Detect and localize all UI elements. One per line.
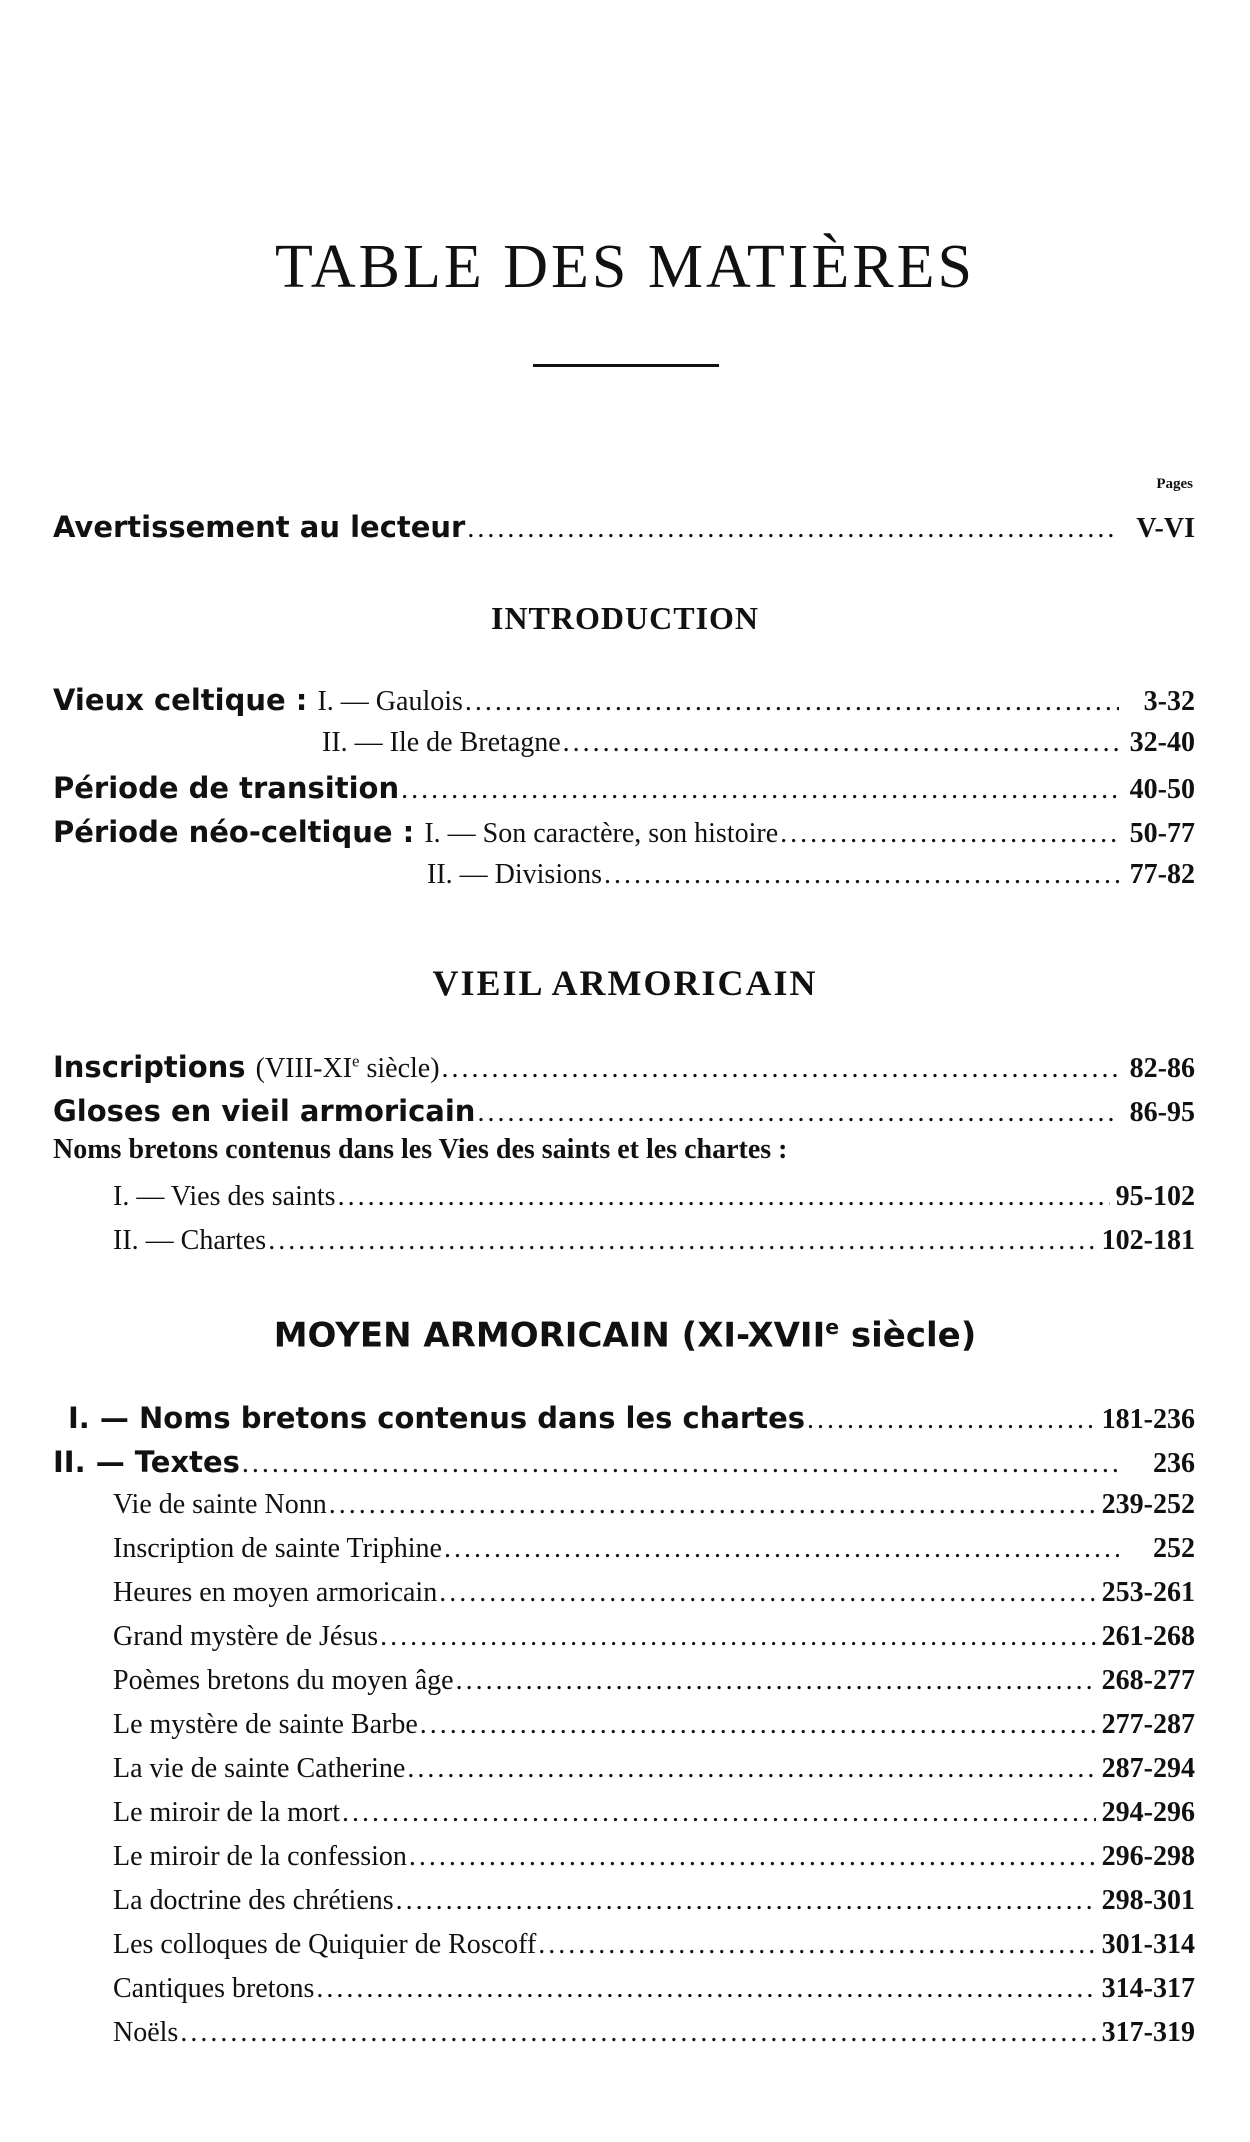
leader-dots: [442, 1053, 1119, 1085]
toc-entry-gloses: [53, 1094, 1195, 1129]
toc-entry: [113, 1533, 1195, 1565]
toc-entry-vieux-celtique: [53, 683, 1195, 718]
toc-entry-divisions: [427, 859, 1195, 891]
leader-dots: [401, 774, 1119, 806]
toc-entry-label: Heures en moyen armoricain: [113, 1577, 438, 1608]
toc-entry-pages: 301-314: [1101, 1929, 1195, 1960]
toc-entry-label: II. — Chartes: [113, 1225, 267, 1256]
toc-entry-neo-celtique: [53, 815, 1195, 850]
toc-entry-avertissement: [53, 510, 1195, 545]
pages-column-label: Pages: [1156, 476, 1193, 492]
toc-entry-pages: 50-77: [1129, 818, 1195, 849]
toc-entry: [113, 1797, 1195, 1829]
toc-entry: [113, 1577, 1195, 1609]
toc-entry-pages: 3-32: [1143, 686, 1195, 717]
toc-entry-label: II. — Divisions: [427, 859, 602, 890]
toc-entry: [113, 1885, 1195, 1917]
toc-entry-bretagne: [322, 727, 1195, 759]
leader-dots: [467, 513, 1119, 545]
toc-entry-pages: 294-296: [1101, 1797, 1195, 1828]
toc-entry: [113, 1665, 1195, 1697]
toc-entry-label: La doctrine des chrétiens: [113, 1885, 394, 1916]
toc-entry: [113, 1841, 1195, 1873]
toc-entry-pages: 181-236: [1101, 1404, 1195, 1435]
leader-dots: [242, 1448, 1119, 1480]
leader-dots: [465, 686, 1119, 718]
leader-dots: [807, 1404, 1096, 1436]
superscript: e: [352, 1051, 360, 1071]
toc-entry-pages: 314-317: [1101, 1973, 1195, 2004]
toc-entry-label: Période de transition: [53, 771, 400, 805]
toc-entry-pages: 95-102: [1115, 1181, 1195, 1212]
section-heading-introduction: INTRODUCTION: [490, 600, 760, 636]
toc-entry: [113, 1973, 1195, 2005]
toc-entry-pages: 287-294: [1101, 1753, 1195, 1784]
toc-entry-pages: 236: [1153, 1448, 1195, 1479]
leader-dots: [780, 818, 1119, 850]
toc-entry-pages: 252: [1153, 1533, 1195, 1564]
toc-entry-label: Grand mystère de Jésus: [113, 1621, 379, 1652]
toc-entry: [113, 2017, 1195, 2049]
section-heading-moyen: [0, 1315, 1250, 1355]
toc-group-heading-noms: Noms bretons contenus dans les Vies des saints et les chartes :: [53, 1134, 788, 1165]
toc-entry-pages: 296-298: [1101, 1841, 1195, 1872]
toc-entry-label-bold: Vieux celtique :: [53, 683, 318, 717]
toc-entry-pages: 86-95: [1129, 1097, 1195, 1128]
toc-entry-label: Poèmes bretons du moyen âge: [113, 1665, 454, 1696]
toc-entry-label-end: siècle): [359, 1053, 440, 1084]
toc-entry: [113, 1489, 1195, 1521]
toc-entry-chartes: [113, 1225, 1195, 1257]
toc-entry-pages: V-VI: [1136, 513, 1195, 544]
toc-entry: [113, 1929, 1195, 1961]
leader-dots: [420, 1709, 1096, 1741]
leader-dots: [180, 2017, 1095, 2049]
toc-entry-pages: 102-181: [1101, 1225, 1195, 1256]
toc-entry: [113, 1621, 1195, 1653]
toc-entry-pages: 298-301: [1101, 1885, 1195, 1916]
leader-dots: [456, 1665, 1096, 1697]
leader-dots: [338, 1181, 1110, 1213]
toc-entry-pages: 317-319: [1101, 2017, 1195, 2048]
toc-entry-pages: 40-50: [1129, 774, 1195, 805]
toc-entry-label: Vie de sainte Nonn: [113, 1489, 327, 1520]
toc-entry-pages: 77-82: [1129, 859, 1195, 890]
toc-entry-label: Le miroir de la confession: [113, 1841, 407, 1872]
toc-entry-pages: 82-86: [1129, 1053, 1195, 1084]
toc-entry-label: Gloses en vieil armoricain: [53, 1094, 476, 1128]
toc-entry: [113, 1753, 1195, 1785]
section-heading-vieil: VIEIL ARMORICAIN: [432, 963, 818, 1003]
toc-entry-label: II. — Textes: [53, 1445, 240, 1479]
toc-entry-label: La vie de sainte Catherine: [113, 1753, 406, 1784]
toc-entry-pages: 239-252: [1101, 1489, 1195, 1520]
toc-entry-label: Le miroir de la mort: [113, 1797, 341, 1828]
toc-entry-inscriptions: [53, 1050, 1195, 1085]
leader-dots: [604, 859, 1119, 891]
leader-dots: [268, 1225, 1095, 1257]
leader-dots: [316, 1973, 1095, 2005]
toc-entry-label: I. — Vies des saints: [113, 1181, 336, 1212]
toc-entry-label: Cantiques bretons: [113, 1973, 315, 2004]
leader-dots: [407, 1753, 1095, 1785]
toc-entry-transition: [53, 771, 1195, 806]
leader-dots: [563, 727, 1119, 759]
leader-dots: [396, 1885, 1096, 1917]
toc-entry-label: I. — Noms bretons contenus dans les chartes: [68, 1401, 806, 1435]
title-rule: [533, 364, 719, 367]
superscript: e: [825, 1315, 840, 1339]
toc-entry-textes: [53, 1445, 1195, 1480]
toc-entry-label-bold: Période néo-celtique :: [53, 815, 425, 849]
toc-entry-label: Le mystère de sainte Barbe: [113, 1709, 418, 1740]
toc-entry-label: Les colloques de Quiquier de Roscoff: [113, 1929, 537, 1960]
leader-dots: [329, 1489, 1096, 1521]
leader-dots: [538, 1929, 1095, 1961]
toc-entry-label: Noëls: [113, 2017, 179, 2048]
toc-entry-label: I. — Son caractère, son histoire: [424, 818, 779, 849]
toc-entry-pages: 32-40: [1129, 727, 1195, 758]
toc-entry-label: Inscription de sainte Triphine: [113, 1533, 442, 1564]
toc-entry-label: (VIII-XI: [255, 1053, 353, 1084]
toc-entry-pages: 253-261: [1101, 1577, 1195, 1608]
toc-entry-noms-chartes: [68, 1401, 1195, 1436]
section-heading-text: MOYEN ARMORICAIN (XI-XVII: [273, 1315, 826, 1356]
page-title: TABLE DES MATIÈRES: [274, 233, 976, 301]
section-heading-text-end: siècle): [839, 1315, 977, 1356]
toc-entry-label: I. — Gaulois: [317, 686, 463, 717]
toc-entry: [113, 1709, 1195, 1741]
toc-entry-pages: 261-268: [1101, 1621, 1195, 1652]
leader-dots: [409, 1841, 1096, 1873]
toc-entry-label: II. — Ile de Bretagne: [322, 727, 561, 758]
leader-dots: [342, 1797, 1096, 1829]
leader-dots: [439, 1577, 1095, 1609]
toc-entry-vies: [113, 1181, 1195, 1213]
toc-entry-label-bold: Inscriptions: [53, 1050, 256, 1084]
leader-dots: [477, 1097, 1119, 1129]
leader-dots: [444, 1533, 1119, 1565]
leader-dots: [380, 1621, 1096, 1653]
toc-entry-pages: 268-277: [1101, 1665, 1195, 1696]
toc-entry-label: Avertissement au lecteur: [53, 510, 466, 544]
toc-entry-pages: 277-287: [1101, 1709, 1195, 1740]
